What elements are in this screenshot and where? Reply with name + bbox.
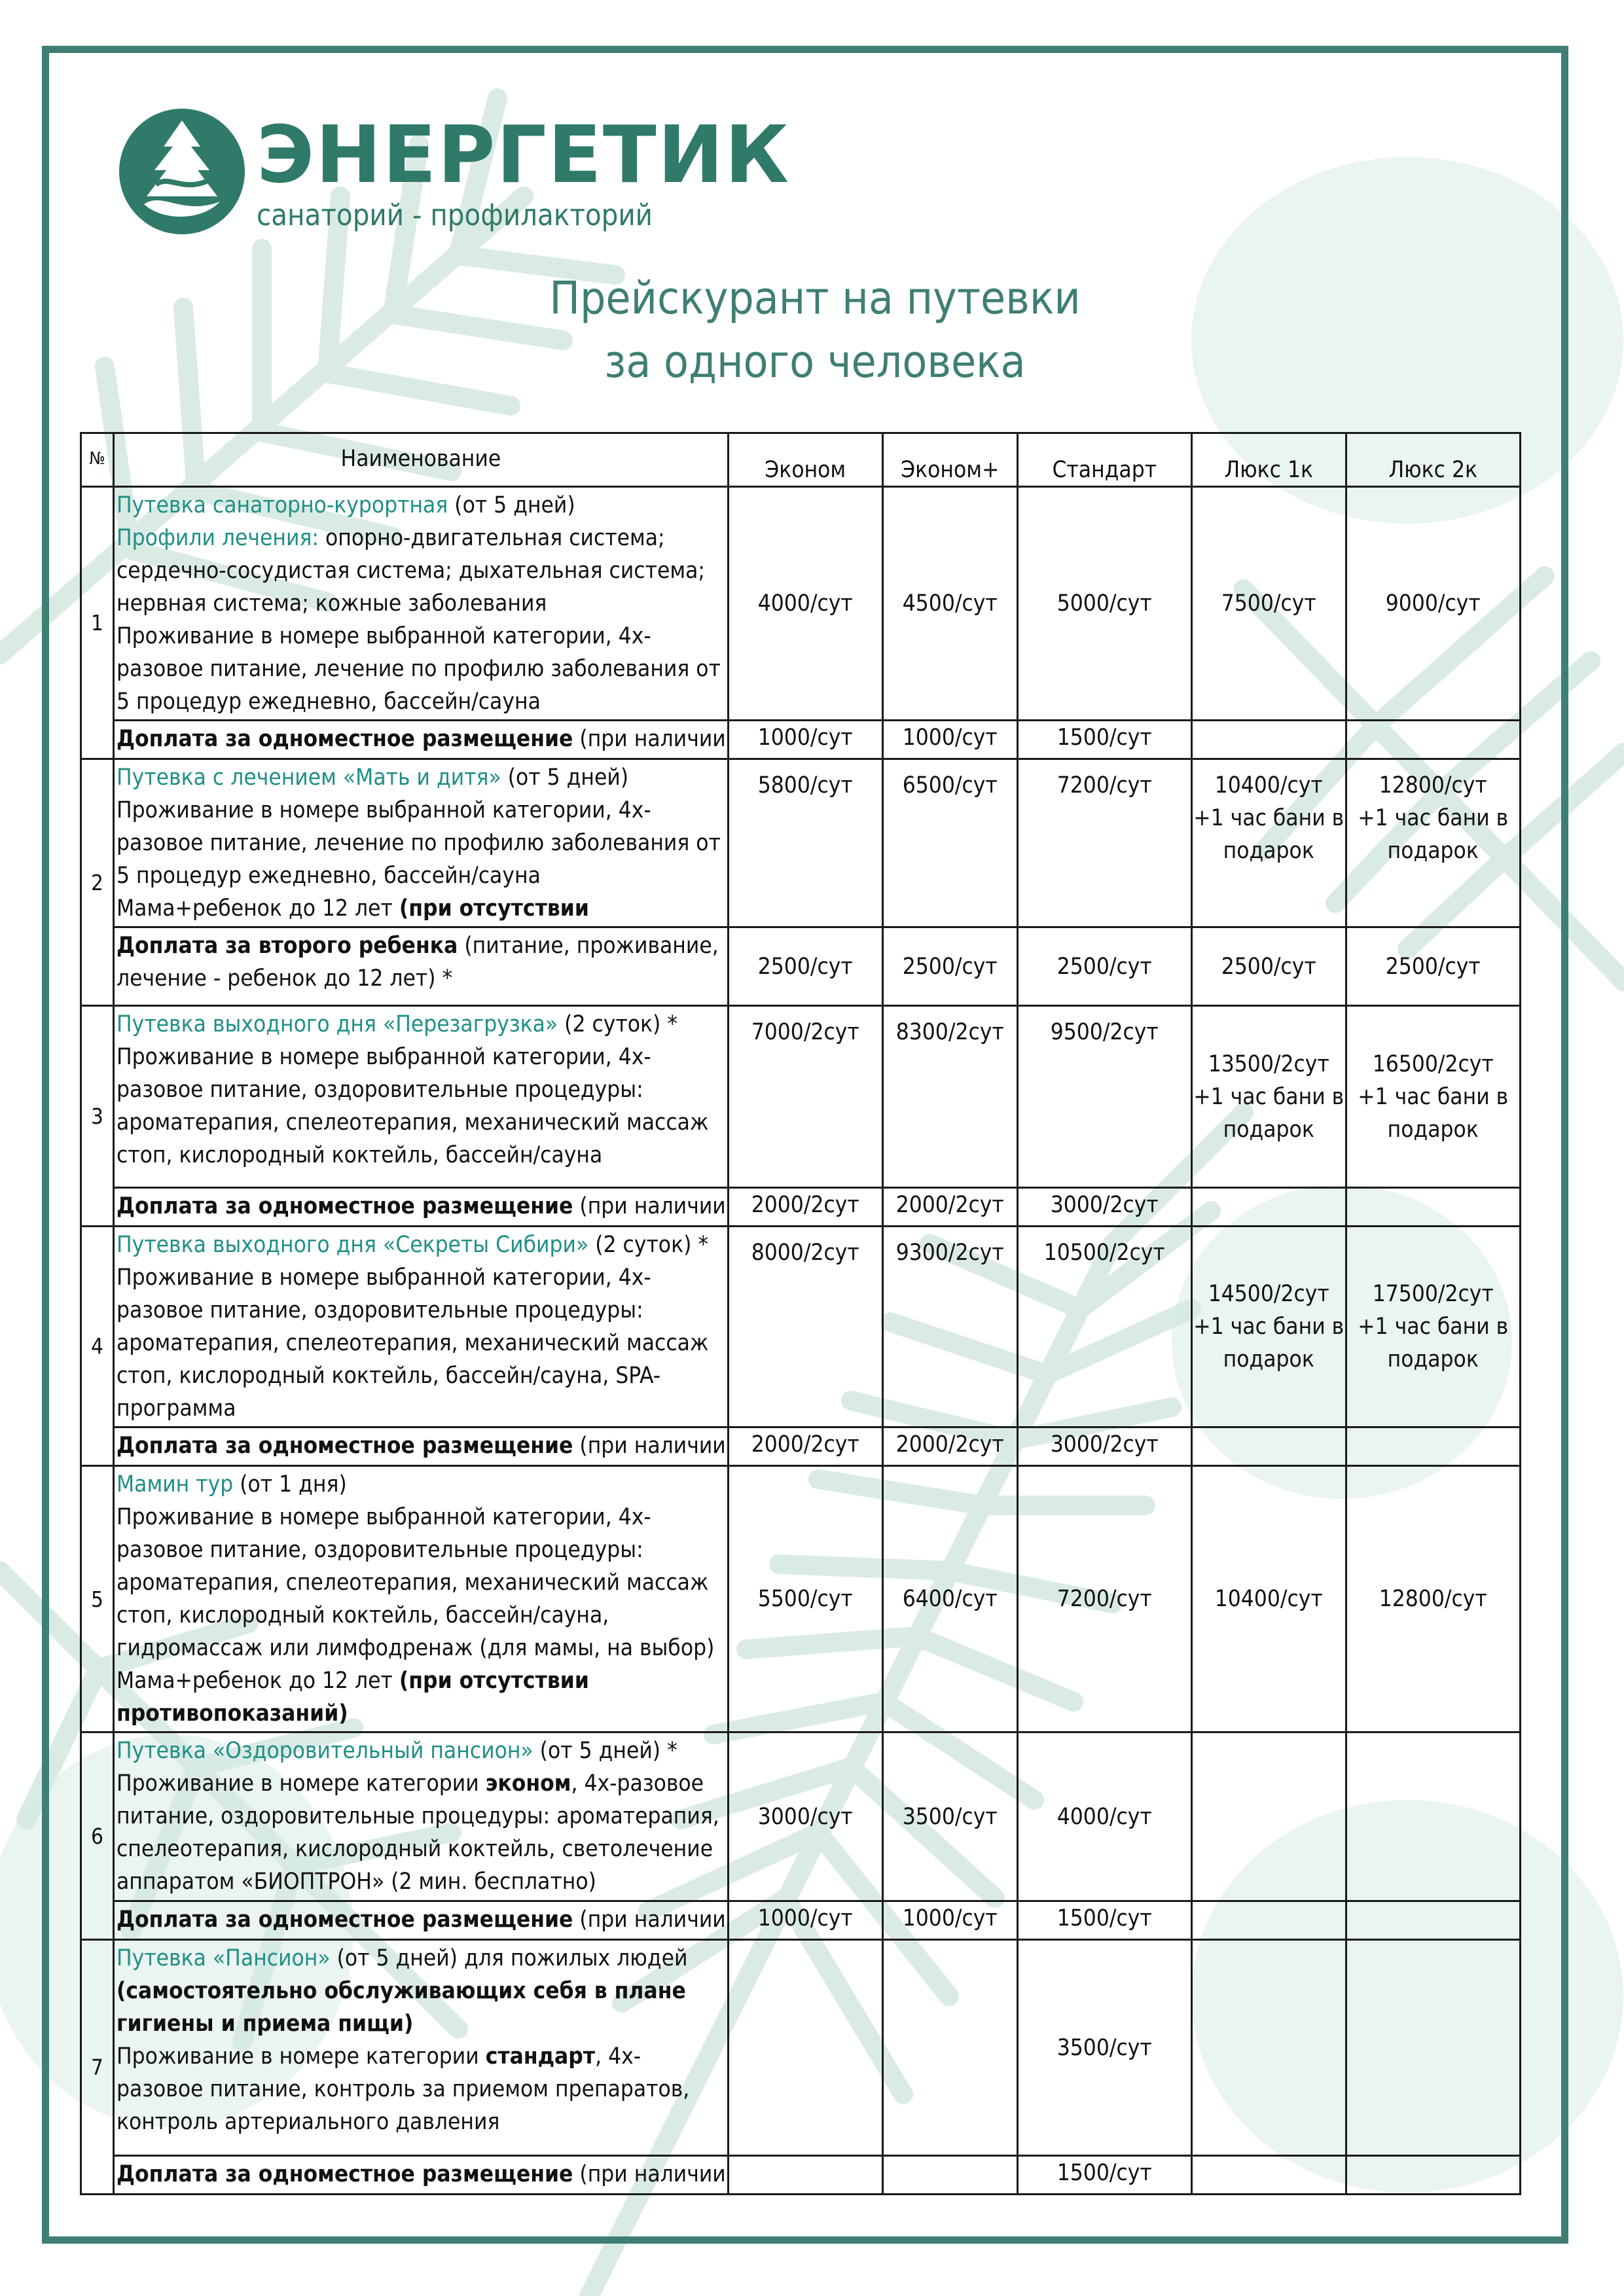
- surcharge-row: Доплата за одноместное размещение (при наличии 1000/сут 1000/сут 1500/сут: [81, 1901, 1521, 1940]
- tour-title: Путевка «Пансион»: [117, 1945, 331, 1971]
- header-row: [81, 433, 1521, 487]
- price-cell: 4000/сут: [728, 487, 882, 721]
- row-number: 6: [81, 1732, 114, 1940]
- price-cell: 8300/2сут: [882, 1006, 1017, 1188]
- price-cell: 2500/сут: [882, 927, 1017, 1006]
- col-econom-plus-header: Эконом+: [882, 433, 1017, 487]
- price-cell: 8000/2сут: [728, 1227, 882, 1427]
- row-number: 5: [81, 1466, 114, 1732]
- brand-subtitle: санаторий - профилакторий: [257, 198, 653, 232]
- col-econom-header: Эконом: [728, 433, 882, 487]
- surcharge-row: Доплата за одноместное размещение (при наличии 1500/сут: [81, 2156, 1521, 2195]
- table-row: [81, 1940, 1521, 2156]
- row-description: Путевка санаторно-курортная (от 5 дней) Профили лечения: опорно-двигательная система; сердечно-сосудистая система; дыхательная система; нервная система; кожные заболевания Проживание в номере выбранной категории, 4х-разовое питание, лечение по профилю заболевания от 5 процедур ежедневно, бассейн/сауна: [114, 487, 729, 721]
- gift-note: +1 час бани в подарок: [1193, 1314, 1344, 1372]
- price-cell: 10400/сут +1 час бани в подарок: [1191, 759, 1346, 927]
- price-cell: [1346, 1940, 1520, 2156]
- price-cell: 7500/сут: [1191, 487, 1346, 721]
- price-cell: [1191, 1427, 1346, 1466]
- price-cell: 7200/сут: [1017, 1466, 1191, 1732]
- price-cell: 10500/2сут: [1017, 1227, 1191, 1427]
- row-description: Путевка выходного дня «Перезагрузка» (2 суток) * Проживание в номере выбранной категории, 4х-разовое питание, оздоровительные процедуры: ароматерапия, спелеотерапия, механический массаж стоп, кислородный коктейль, бассейн/сауна: [114, 1006, 729, 1188]
- price-cell: 1000/сут: [882, 1901, 1017, 1940]
- price-cell: 2000/2сут: [882, 1427, 1017, 1466]
- price-cell: 2500/сут: [1191, 927, 1346, 1006]
- price-cell: 2000/2сут: [728, 1427, 882, 1466]
- pine-tree-logo-icon: [117, 106, 247, 237]
- gift-note: +1 час бани в подарок: [1193, 1083, 1344, 1143]
- table-row: [81, 1732, 1521, 1901]
- price-cell: 7000/2сут: [728, 1006, 882, 1188]
- price-cell: [1346, 1901, 1520, 1940]
- brand-name: ЭНЕРГЕТИК: [257, 110, 791, 201]
- row-number: 3: [81, 1006, 114, 1227]
- price-cell: 3000/сут: [728, 1732, 882, 1901]
- table-row: [81, 1227, 1521, 1427]
- table-row: [81, 1006, 1521, 1188]
- row-number: 1: [81, 487, 114, 759]
- price-cell: 3000/2сут: [1017, 1188, 1191, 1227]
- price-cell: 1500/сут: [1017, 1901, 1191, 1940]
- price-cell: 13500/2сут +1 час бани в подарок: [1191, 1006, 1346, 1188]
- price-cell: [1346, 1427, 1520, 1466]
- row-description: Путевка выходного дня «Секреты Сибири» (2 суток) * Проживание в номере выбранной категории, 4х-разовое питание, оздоровительные процедуры: ароматерапия, спелеотерапия, механический массаж стоп, кислородный коктейль, бассейн/сауна, SPA-программа: [114, 1227, 729, 1427]
- tour-title: Путевка санаторно-курортная: [117, 492, 448, 518]
- price-cell: 1000/сут: [882, 721, 1017, 759]
- price-cell: 1000/сут: [728, 1901, 882, 1940]
- row-description: Путевка «Оздоровительный пансион» (от 5 дней) * Проживание в номере категории эконом, 4х-разовое питание, оздоровительные процедуры: ароматерапия, спелеотерапия, кислородный коктейль, светолечение аппаратом «БИОПТРОН» (2 мин. бесплатно): [114, 1732, 729, 1901]
- price-cell: 17500/2сут +1 час бани в подарок: [1346, 1227, 1520, 1427]
- col-lux2-header: Люкс 2к: [1346, 433, 1520, 487]
- price-cell: 3500/сут: [882, 1732, 1017, 1901]
- price-cell: [1191, 2156, 1346, 2195]
- gift-note: +1 час бани в подарок: [1358, 805, 1509, 864]
- price-cell: 5000/сут: [1017, 487, 1191, 721]
- price-cell: [1191, 1732, 1346, 1901]
- price-cell: 7200/сут: [1017, 759, 1191, 927]
- tour-title: Путевка «Оздоровительный пансион»: [117, 1738, 533, 1764]
- price-cell: [1346, 1188, 1520, 1227]
- price-cell: [1191, 721, 1346, 759]
- row-number: 2: [81, 759, 114, 1006]
- table-row: [81, 1466, 1521, 1732]
- profiles-label: Профили лечения:: [117, 525, 319, 551]
- tour-title: Мамин тур: [117, 1471, 234, 1498]
- tour-title: Путевка выходного дня «Секреты Сибири»: [117, 1232, 589, 1258]
- price-cell: 4500/сут: [882, 487, 1017, 721]
- price-cell: [1191, 1188, 1346, 1227]
- surcharge-row: Доплата за одноместное размещение (при наличии 2000/2сут 2000/2сут 3000/2сут: [81, 1188, 1521, 1227]
- price-cell: [728, 2156, 882, 2195]
- row-description: Путевка с лечением «Мать и дитя» (от 5 дней) Проживание в номере выбранной категории, 4х-разовое питание, лечение по профилю заболевания от 5 процедур ежедневно, бассейн/сауна Мама+ребенок до 12 лет (при отсутствии: [114, 759, 729, 927]
- price-cell: 9500/2сут: [1017, 1006, 1191, 1188]
- price-cell: [728, 1940, 882, 2156]
- col-standard-header: Стандарт: [1017, 433, 1191, 487]
- title-line-1: Прейскурант на путевки: [549, 272, 1081, 325]
- price-cell: 14500/2сут +1 час бани в подарок: [1191, 1227, 1346, 1427]
- price-cell: 6500/сут: [882, 759, 1017, 927]
- col-lux1-header: Люкс 1к: [1191, 433, 1346, 487]
- price-cell: 3000/2сут: [1017, 1427, 1191, 1466]
- price-cell: 5800/сут: [728, 759, 882, 927]
- price-cell: 6400/сут: [882, 1466, 1017, 1732]
- surcharge-row: Доплата за одноместное размещение (при наличии 1000/сут 1000/сут 1500/сут: [81, 721, 1521, 759]
- surcharge-row: Доплата за одноместное размещение (при наличии 2000/2сут 2000/2сут 3000/2сут: [81, 1427, 1521, 1466]
- row-description: Мамин тур (от 1 дня) Проживание в номере выбранной категории, 4х-разовое питание, оздоровительные процедуры: ароматерапия, спелеотерапия, механический массаж стоп, кислородный коктейль, бассейн/сауна, гидромассаж или лимфодренаж (для мамы, на выбор) Мама+ребенок до 12 лет (при отсутствии противопоказаний): [114, 1466, 729, 1732]
- price-cell: 1500/сут: [1017, 2156, 1191, 2195]
- gift-note: +1 час бани в подарок: [1358, 1083, 1509, 1143]
- col-name-header: Наименование: [114, 433, 729, 487]
- surcharge-row: Доплата за второго ребенка (питание, проживание, лечение - ребенок до 12 лет) * 2500/сут 2500/сут 2500/сут 2500/сут 2500/сут: [81, 927, 1521, 1006]
- table-row: [81, 487, 1521, 721]
- price-cell: 12800/сут +1 час бани в подарок: [1346, 759, 1520, 927]
- price-cell: [882, 2156, 1017, 2195]
- gift-note: +1 час бани в подарок: [1358, 1314, 1509, 1372]
- price-cell: [1346, 2156, 1520, 2195]
- tour-title: Путевка выходного дня «Перезагрузка»: [117, 1011, 558, 1037]
- price-cell: 9000/сут: [1346, 487, 1520, 721]
- price-cell: [1191, 1940, 1346, 2156]
- gift-note: +1 час бани в подарок: [1193, 805, 1344, 864]
- price-cell: [882, 1940, 1017, 2156]
- price-cell: [1191, 1901, 1346, 1940]
- price-cell: 3500/сут: [1017, 1940, 1191, 2156]
- page-title: [419, 267, 1211, 394]
- price-cell: 10400/сут: [1191, 1466, 1346, 1732]
- price-cell: 1000/сут: [728, 721, 882, 759]
- title-line-2: за одного человека: [604, 336, 1026, 388]
- col-num-header: №: [81, 433, 114, 487]
- table-row: [81, 759, 1521, 927]
- row-description: Путевка «Пансион» (от 5 дней) для пожилых людей (самостоятельно обслуживающих себя в плане гигиены и приема пищи) Проживание в номере категории стандарт, 4х-разовое питание, контроль за приемом препаратов, контроль артериального давления: [114, 1940, 729, 2156]
- logo-text: [257, 110, 791, 232]
- price-cell: 12800/сут: [1346, 1466, 1520, 1732]
- price-cell: 5500/сут: [728, 1466, 882, 1732]
- tour-title: Путевка с лечением «Мать и дитя»: [117, 764, 501, 791]
- price-cell: 16500/2сут +1 час бани в подарок: [1346, 1006, 1520, 1188]
- price-cell: 2000/2сут: [882, 1188, 1017, 1227]
- row-number: 4: [81, 1227, 114, 1466]
- price-cell: 1500/сут: [1017, 721, 1191, 759]
- price-cell: 4000/сут: [1017, 1732, 1191, 1901]
- price-cell: [1346, 1732, 1520, 1901]
- price-cell: 2000/2сут: [728, 1188, 882, 1227]
- row-number: 7: [81, 1940, 114, 2195]
- price-cell: 9300/2сут: [882, 1227, 1017, 1427]
- price-cell: [1346, 721, 1520, 759]
- price-cell: 2500/сут: [1017, 927, 1191, 1006]
- price-table: [80, 432, 1521, 2195]
- price-cell: 2500/сут: [1346, 927, 1520, 1006]
- price-cell: 2500/сут: [728, 927, 882, 1006]
